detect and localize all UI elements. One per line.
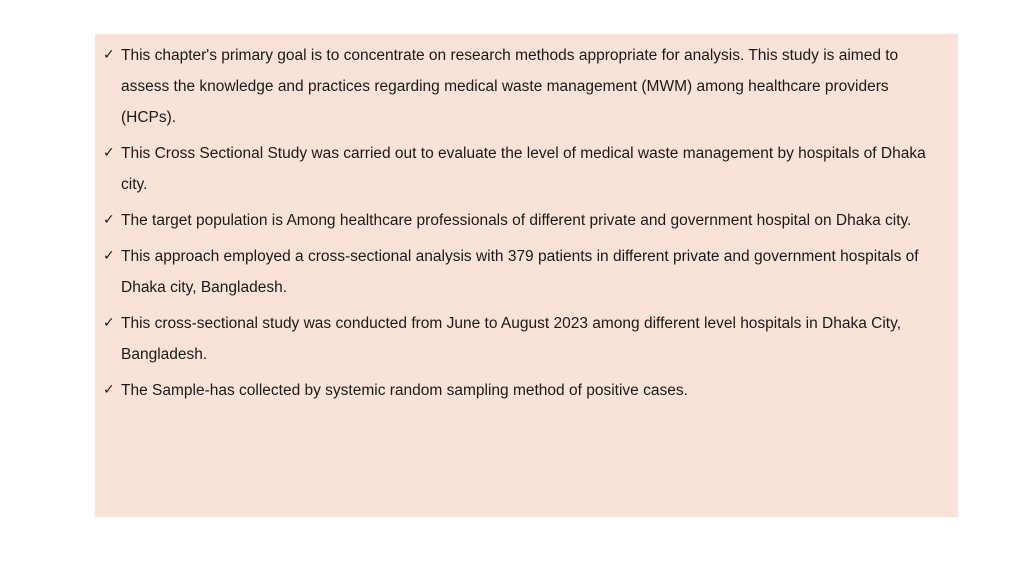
- bullet-list: [103, 45, 948, 406]
- list-item: [103, 380, 948, 406]
- list-item: [103, 45, 948, 133]
- check-mark-icon: ✓: [103, 212, 115, 228]
- bullet-text: The Sample-has collected by systemic random sampling method of positive cases.: [121, 382, 688, 399]
- bullet-text: This Cross Sectional Study was carried out to evaluate the level of medical waste management by hospitals of Dhaka city.: [121, 145, 926, 193]
- content-box: [95, 34, 958, 517]
- list-item: [103, 246, 948, 303]
- check-mark-icon: ✓: [103, 315, 115, 331]
- list-item: [103, 210, 948, 236]
- check-mark-icon: ✓: [103, 145, 115, 161]
- check-mark-icon: ✓: [103, 382, 115, 398]
- check-mark-icon: ✓: [103, 248, 115, 264]
- list-item: [103, 313, 948, 370]
- bullet-text: The target population is Among healthcare professionals of different private and government hospital on Dhaka city.: [121, 212, 912, 229]
- bullet-text: This chapter's primary goal is to concentrate on research methods appropriate for analysis. This study is aimed to assess the knowledge and practices regarding medical waste management (MWM) among healthcare providers (HCPs).: [121, 47, 899, 126]
- bullet-text: This approach employed a cross-sectional analysis with 379 patients in different private and government hospitals of Dhaka city, Bangladesh.: [121, 248, 919, 296]
- list-item: [103, 143, 948, 200]
- check-mark-icon: ✓: [103, 47, 115, 63]
- bullet-text: This cross-sectional study was conducted from June to August 2023 among different level hospitals in Dhaka City, Bangladesh.: [121, 315, 902, 363]
